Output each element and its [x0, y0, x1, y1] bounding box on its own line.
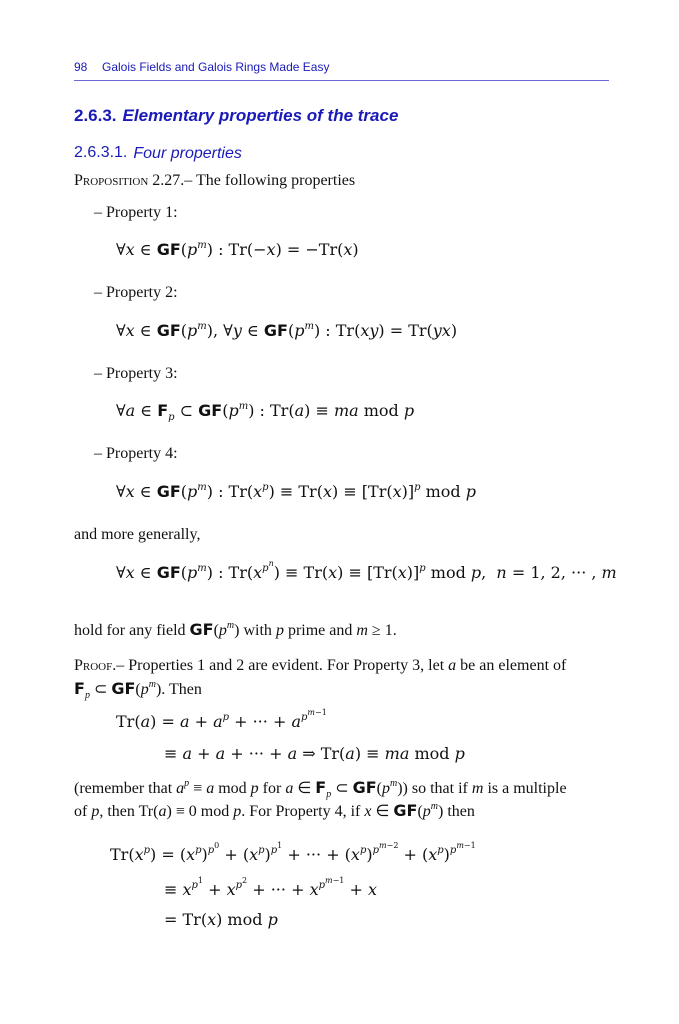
proof-line-1: Proof.– Properties 1 and 2 are evident. For Property 3, let a be an element of — [74, 657, 567, 674]
property-3-label: – Property 3: — [94, 365, 178, 382]
general-formula: ∀x ∈ $GF(p^m)$ : $Tr(x^{p^n}) \equiv Tr(x) \equiv [Tr(x)]^p$ mod p, n = 1, 2, ··· , m — [116, 559, 617, 582]
running-header — [74, 58, 609, 81]
subsection-title: Four properties — [133, 145, 242, 162]
subsection-heading — [74, 144, 242, 162]
property-3-formula: ∀a ∈ $F_p$ ⊂ $GF(p^m)$ : Tr(a) ≡ ma mod p — [116, 401, 415, 424]
remark-line-2: of p, then Tr(a) ≡ 0 mod p. For Property 4, if x ∈ $GF(p^m)$ then — [74, 801, 475, 820]
property-2-formula: ∀x ∈ $GF(p^m)$, ∀y ∈ $GF(p^m)$ : Tr(xy) = Tr(yx) — [116, 321, 458, 340]
trace-xp-equation-3: = Tr(x) mod p — [164, 910, 278, 929]
proof-text-1b: be an element of — [460, 657, 567, 674]
proof-label: Proof.– — [74, 657, 125, 674]
trace-xp-equation-1: $Tr(x^p) = (x^p)^{p^0} + (x^p)^{p^1}$ + ··· + $(x^p)^{p^{m-2}} + (x^p)^{p^{m-1}}$ — [110, 841, 476, 864]
general-text: and more generally, — [74, 526, 201, 543]
property-4-formula: ∀x ∈ $GF(p^m)$ : $Tr(x^p) \equiv Tr(x) \equiv [Tr(x)]^p$ mod p — [116, 482, 476, 501]
proposition-statement — [74, 171, 355, 191]
section-number: 2.6.3. — [74, 106, 117, 125]
proposition-number: 2.27.– — [152, 172, 193, 189]
remark-text-2b: , then — [99, 803, 135, 820]
proposition-intro: The following properties — [196, 172, 356, 189]
section-heading — [74, 106, 398, 126]
property-4-label: – Property 4: — [94, 445, 178, 462]
hold-statement: hold for any field $GF(p^m)$ with p prime and m ≥ 1. — [74, 620, 397, 639]
section-title: Elementary properties of the trace — [122, 106, 399, 125]
remark-text-2d: then — [447, 803, 475, 820]
proposition-label: Proposition — [74, 172, 149, 189]
remark-line-1: (remember that $a^p \equiv a$ mod p for a ∈ $F_p$ ⊂ $GF(p^m)$) so that if m is a multiple — [74, 778, 567, 801]
trace-a-equation-1: $Tr(a) = a + a^p$ + ··· + $a^{p^{m-1}}$ — [116, 708, 327, 731]
proof-text-2: . Then — [161, 681, 202, 698]
remark-text-2: of — [74, 803, 88, 820]
subsection-number: 2.6.3.1. — [74, 144, 128, 161]
remark-text-2c: . For Property 4, if — [241, 803, 361, 820]
trace-a-equation-2: ≡ a + a + ··· + a ⇒ Tr(a) ≡ ma mod p — [164, 744, 465, 763]
property-2-label: – Property 2: — [94, 284, 178, 301]
remark-text-1d: is a multiple — [487, 780, 567, 797]
book-title: Galois Fields and Galois Rings Made Easy — [102, 60, 330, 74]
proof-line-2: $F_p$ ⊂ $GF(p^m)$. Then — [74, 679, 202, 702]
property-1-label: – Property 1: — [94, 204, 178, 221]
property-1-formula: ∀x ∈ $GF(p^m)$ : Tr(−x) = −Tr(x) — [116, 240, 359, 259]
trace-xp-equation-2: ≡ $x^{p^1} + x^{p^2}$ + ··· + $x^{p^{m-1}} + x$ — [164, 876, 377, 899]
hold-text-1: hold for any field — [74, 622, 186, 639]
page-number: 98 — [74, 60, 88, 74]
proof-text-1: Properties 1 and 2 are evident. For Property 3, let — [128, 657, 445, 674]
hold-text-3: prime and — [287, 622, 353, 639]
remark-text-1c: ) so that if — [402, 780, 468, 797]
remark-text-1b: for — [262, 780, 282, 797]
remark-text-1: (remember that — [74, 780, 173, 797]
hold-text-2: with — [243, 622, 272, 639]
